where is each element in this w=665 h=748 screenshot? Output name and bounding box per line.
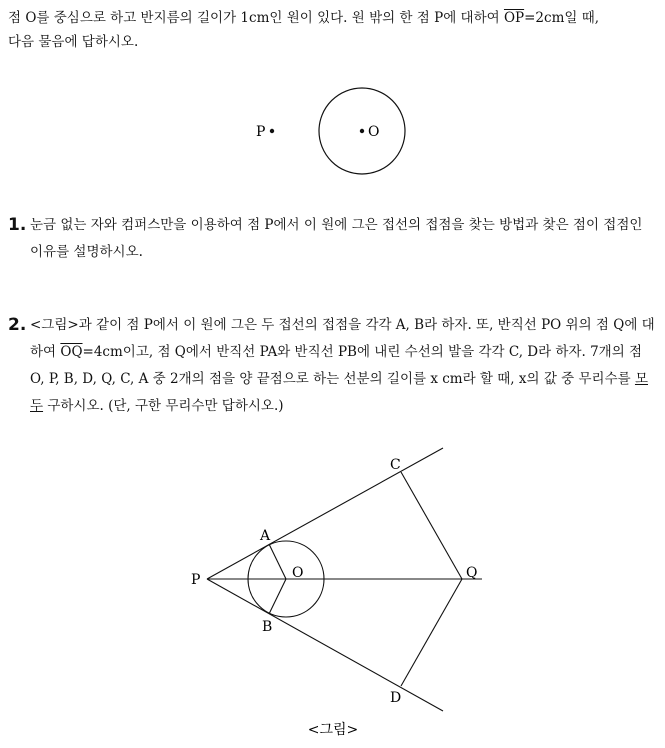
question-2-text-c: 구하시오. (단, 구한 무리수만 답하시오.) [43,398,284,414]
question-1-text: 눈금 없는 자와 컴퍼스만을 이용하여 점 P에서 이 원에 그은 접선의 접점을 찾는 방법과 찾은 점이 접점인 이유를 설명하시오. [30,217,643,260]
intro-text-3: 다음 물음에 답하시오. [8,34,139,50]
intro-text-1: 점 O를 중심으로 하고 반지름의 길이가 1cm인 원이 있다. 원 밖의 한 점 P에 대하여 [8,10,504,26]
label-o-fig2: O [292,565,304,581]
question-2-number: 2. [8,315,27,335]
label-d: D [390,690,402,706]
label-q: Q [466,565,478,581]
segment-ob [269,579,286,614]
label-o: O [368,124,380,140]
segment-qd [401,579,462,686]
problem-intro [8,6,658,54]
figure-circle-and-point [0,70,665,200]
label-p-fig2: P [191,572,201,588]
question-2-emphasis: 모두 [30,371,648,414]
point-o [360,129,364,133]
ray-pa [207,448,443,579]
label-c: C [390,457,401,473]
question-2 [8,312,658,420]
question-2-text-b: =4cm이고, 점 Q에서 반직선 PA와 반직선 PB에 내린 수선의 발을 각각 C, D라 하자. 7개의 점 O, P, B, D, Q, C, A 중 2개의 점을 양 끝점으로 하는 선분의 길이를 x cm라 할 때, x의 값 중 무리수를 [30,344,643,387]
figure-caption: <그림> [307,722,359,738]
segment-qc [401,472,462,579]
segment-oq: $\overline{OQ}$ [60,344,83,360]
question-1-number: 1. [8,215,27,235]
question-1 [8,212,658,266]
label-a: A [260,528,271,544]
label-b: B [262,619,273,635]
segment-oa [269,544,286,579]
intro-text-2: =2cm일 때, [524,10,600,26]
point-p [270,129,274,133]
figure-tangent-diagram [0,440,665,748]
question-2-text [30,312,658,420]
ray-pb [207,579,443,711]
label-p: P [256,124,266,140]
question-2-text-a: <그림>과 같이 점 P에서 이 원에 그은 두 접선의 접점을 각각 A, B라 하자. 또, 반직선 PO 위의 점 Q에 대하여 [30,317,655,360]
segment-op: $\overline{OP}$ [503,10,525,26]
